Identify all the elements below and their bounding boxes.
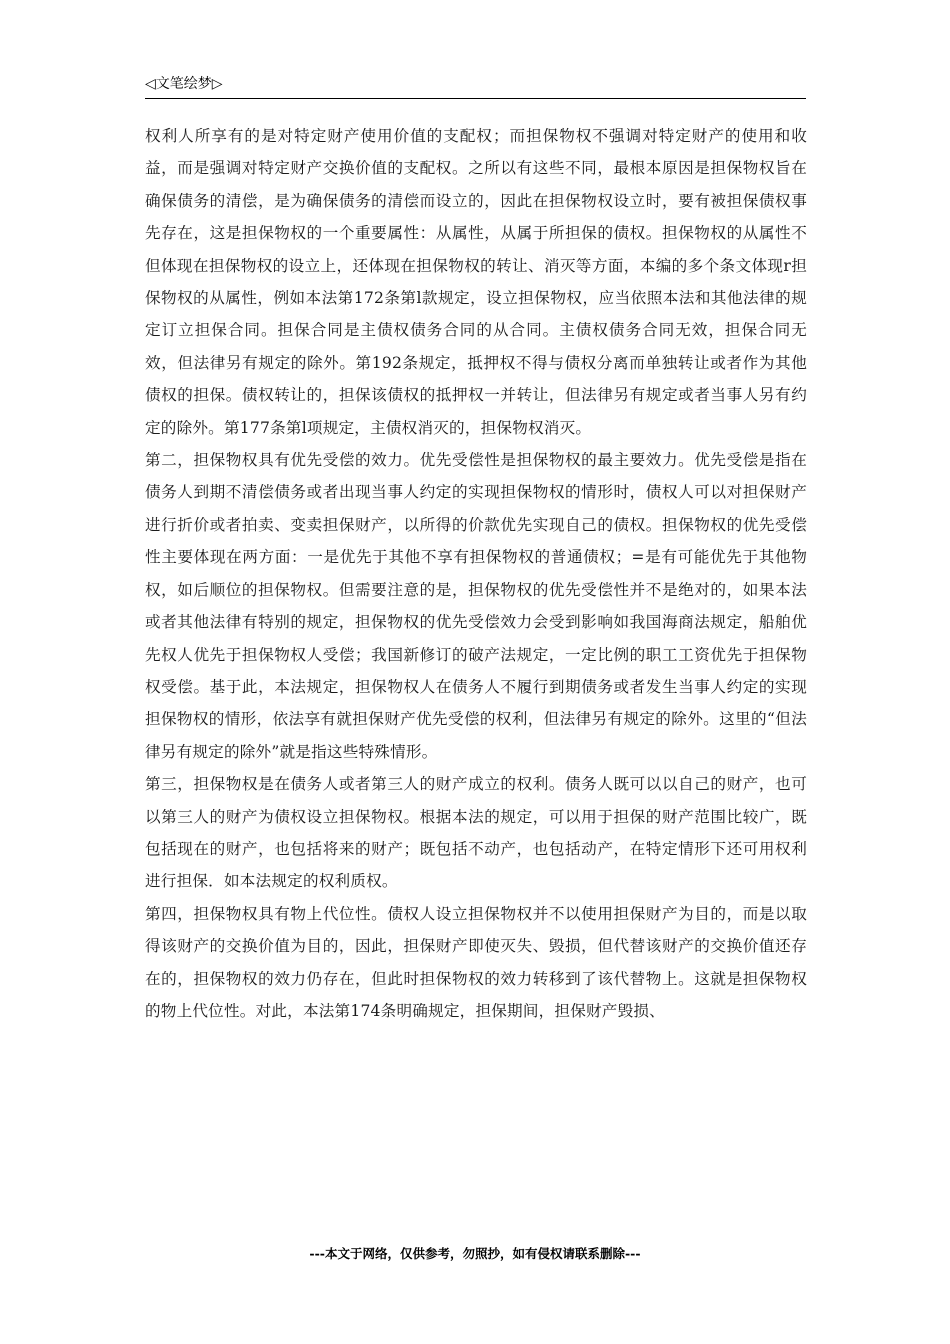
page-footer: ---本文于网络，仅供参考，勿照抄，如有侵权请联系删除--- — [309, 1246, 641, 1261]
document-body — [145, 120, 807, 1027]
paragraph-2: 第二，担保物权具有优先受偿的效力。优先受偿性是担保物权的最主要效力。优先受偿是指在债务人到期不清偿债务或者出现当事人约定的实现担保物权的情形时，债权人可以对担保财产进行折价或者拍卖、变卖担保财产，以所得的价款优先实现自己的债权。担保物权的优先受偿性主要体现在两方面：一是优先于其他不享有担保物权的普通债权；=是有可能优先于其他物权，如后顺位的担保物权。但需要注意的是，担保物权的优先受偿性并不是绝对的，如果本法或者其他法律有特别的规定，担保物权的优先受偿效力会受到影响如我国海商法规定，船舶优先权人优先于担保物权人受偿；我国新修订的破产法规定，一定比例的职工工资优先于担保物权受偿。基于此，本法规定，担保物权人在债务人不履行到期债务或者发生当事人约定的实现担保物权的情形，依法享有就担保财产优先受偿的权利，但法律另有规定的除外。这里的“但法律另有规定的除外”就是指这些特殊情形。 — [145, 451, 807, 761]
paragraph-4: 第四，担保物权具有物上代位性。债权人设立担保物权并不以使用担保财产为目的，而是以取得该财产的交换价值为目的，因此，担保财产即使灭失、毁损，但代替该财产的交换价值还存在的，担保物权的效力仍存在，但此时担保物权的效力转移到了该代替物上。这就是担保物权的物上代位性。对此，本法第174条明确规定，担保期间，担保财产毁损、 — [145, 904, 807, 1020]
page-header — [145, 74, 806, 99]
paragraph-1: 权利人所享有的是对特定财产使用价值的支配权；而担保物权不强调对特定财产的使用和收益，而是强调对特定财产交换价值的支配权。之所以有这些不同，最根本原因是担保物权旨在确保债务的清偿，是为确保债务的清偿而设立的，因此在担保物权设立时，要有被担保债权事先存在，这是担保物权的一个重要属性：从属性，从属于所担保的债权。担保物权的从属性不但体现在担保物权的设立上，还体现在担保物权的转让、消灭等方面，本编的多个条文体现r担保物权的从属性，例如本法第172条第l款规定，设立担保物权，应当依照本法和其他法律的规定订立担保合同。担保合同是主债权债务合同的从合同。主债权债务合同无效，担保合同无效，但法律另有规定的除外。第192条规定，抵押权不得与债权分离而单独转让或者作为其他债权的担保。债权转让的，担保该债权的抵押权一并转让，但法律另有规定或者当事人另有约定的除外。第177条第l项规定，主债权消灭的，担保物权消灭。 — [145, 127, 807, 437]
paragraph-3: 第三，担保物权是在债务人或者第三人的财产成立的权利。债务人既可以以自己的财产，也可以第三人的财产为债权设立担保物权。根据本法的规定，可以用于担保的财产范围比较广，既包括现在的财产，也包括将来的财产；既包括不动产，也包括动产，在特定情形下还可用权利进行担保．如本法规定的权利质权。 — [145, 775, 807, 891]
header-title: ◁文笔绘梦▷ — [145, 76, 223, 92]
